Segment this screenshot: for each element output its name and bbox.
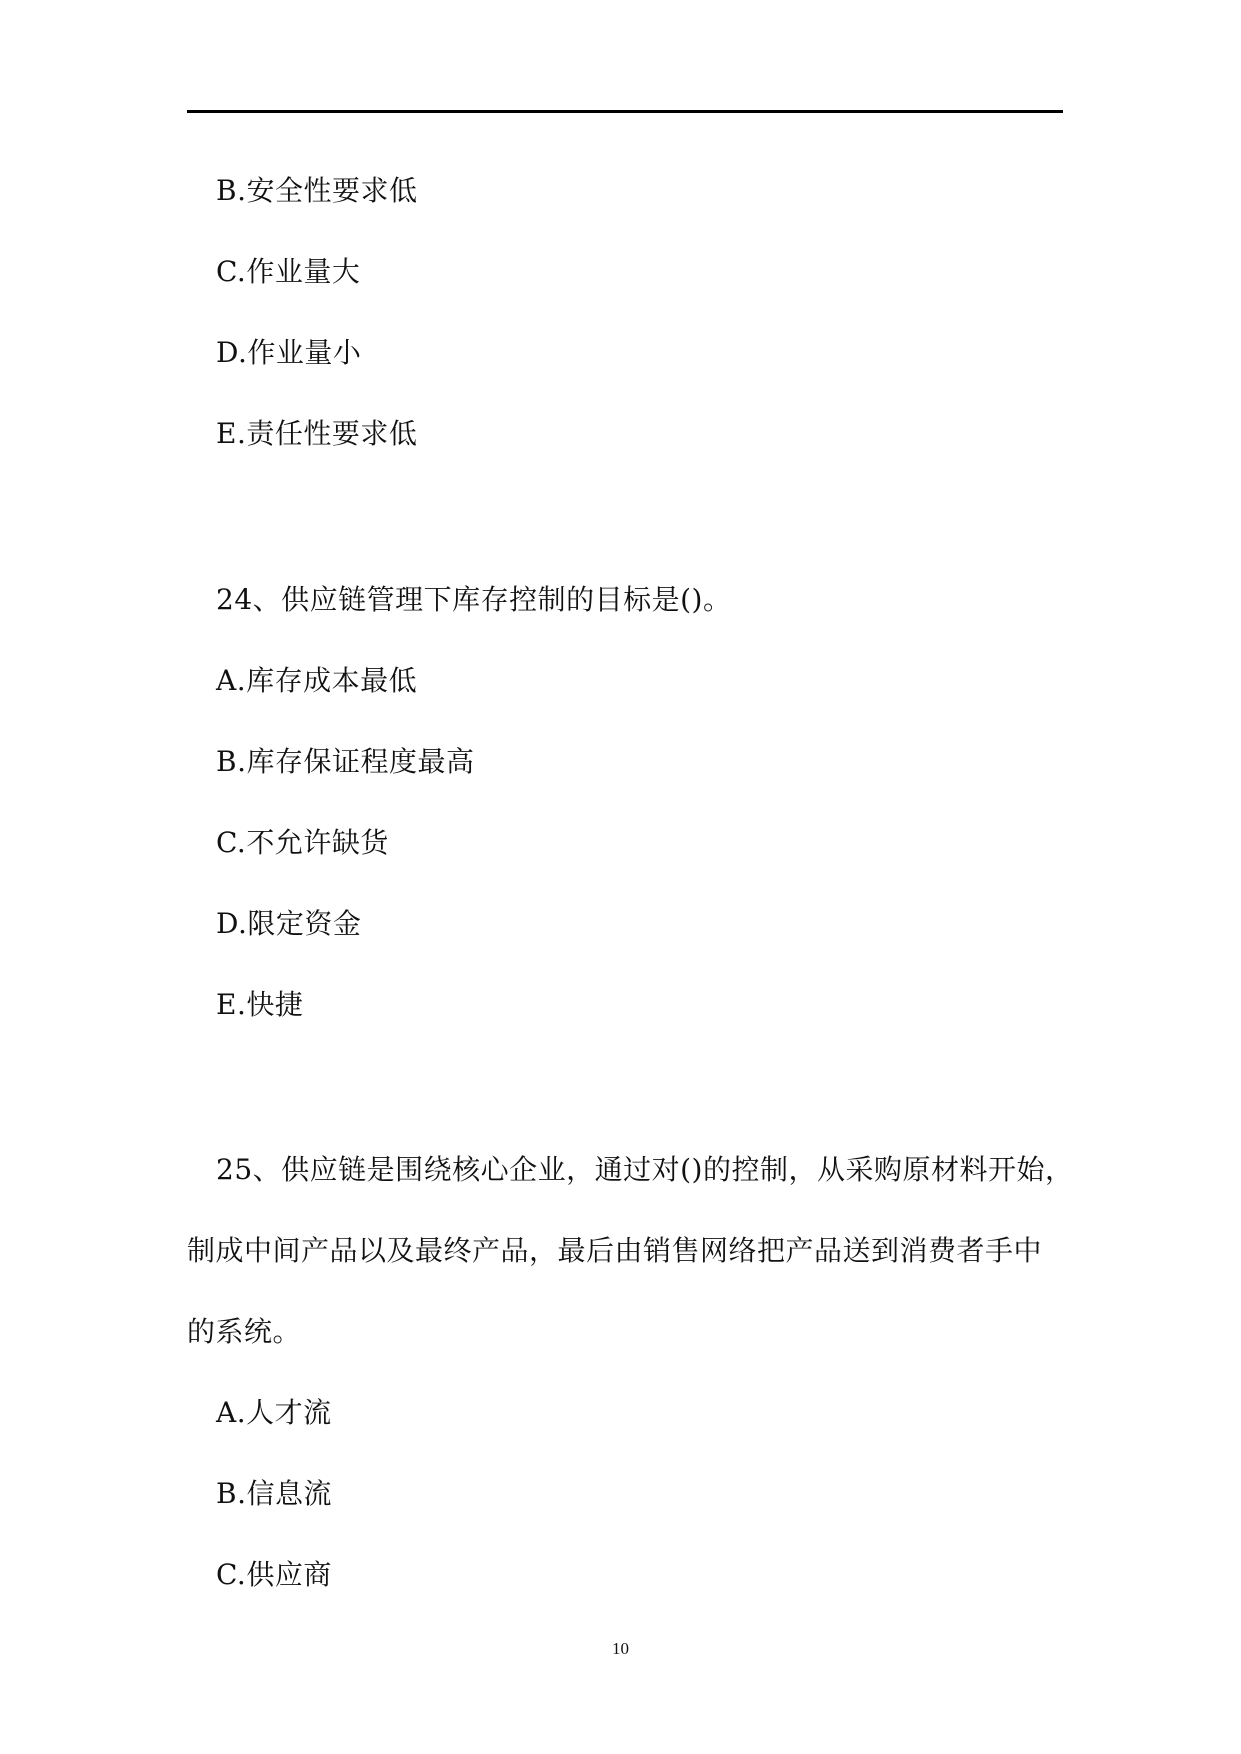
option-e-prev: E.责任性要求低: [216, 417, 418, 450]
question-24-text: 24、供应链管理下库存控制的目标是()。: [216, 583, 732, 616]
question-24-option-b: B.库存保证程度最高: [216, 745, 475, 778]
page-number: 10: [612, 1639, 629, 1658]
question-24-option-d: D.限定资金: [216, 907, 362, 940]
question-24-option-c: C.不允许缺货: [216, 826, 389, 859]
question-25-text-line-1: 25、供应链是围绕核心企业，通过对()的控制，从采购原材料开始，: [216, 1153, 1074, 1186]
question-25-option-b: B.信息流: [216, 1477, 332, 1510]
question-25-option-a: A.人才流: [216, 1396, 332, 1429]
question-25-option-c: C.供应商: [216, 1558, 332, 1591]
option-d-prev: D.作业量小: [216, 336, 362, 369]
option-b-prev: B.安全性要求低: [216, 174, 418, 207]
header-rule: [187, 110, 1063, 113]
question-25-text-line-2: 制成中间产品以及最终产品，最后由销售网络把产品送到消费者手中: [187, 1234, 1043, 1267]
question-25-text-line-3: 的系统。: [187, 1315, 302, 1348]
option-c-prev: C.作业量大: [216, 255, 361, 288]
question-24-option-e: E.快捷: [216, 988, 304, 1021]
question-24-option-a: A.库存成本最低: [216, 664, 418, 697]
